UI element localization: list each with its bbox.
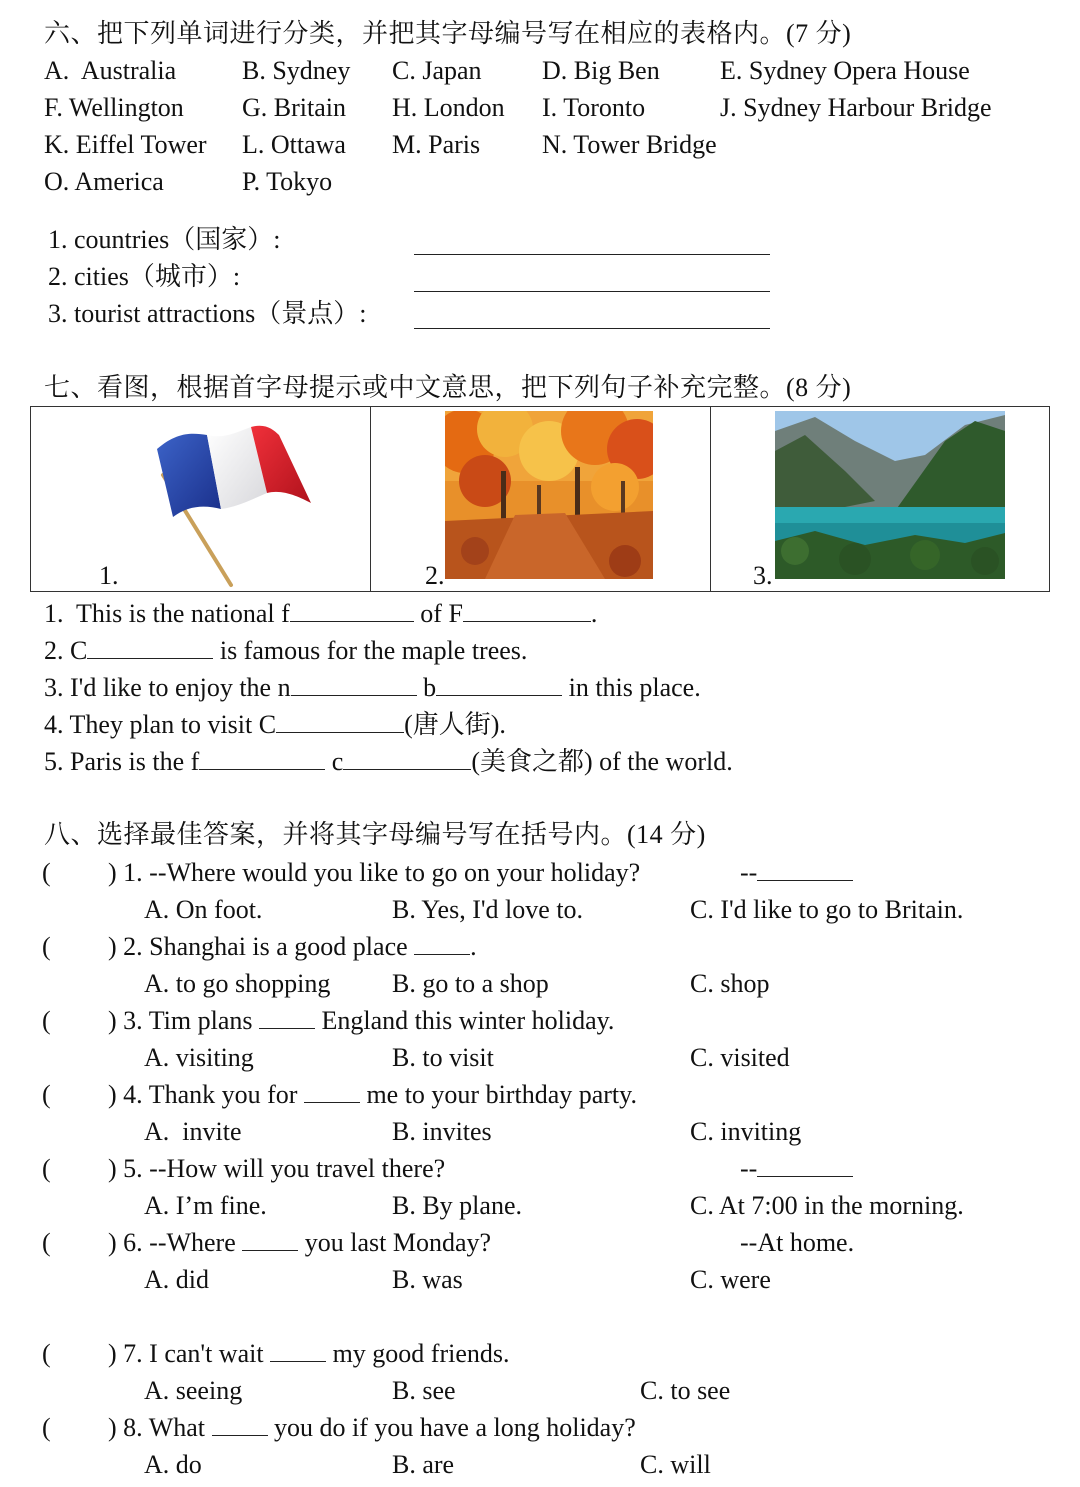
fill-q3-text-c: in this place. bbox=[562, 673, 701, 702]
lake-scenery-image bbox=[775, 411, 1005, 579]
mc-q8-blank[interactable] bbox=[212, 1415, 268, 1436]
fill-q5-blank-1[interactable] bbox=[199, 749, 325, 770]
word-n: N. Tower Bridge bbox=[542, 130, 717, 159]
word-d: D. Big Ben bbox=[542, 56, 660, 85]
mc-q5-option-a[interactable]: A. I’m fine. bbox=[144, 1191, 267, 1220]
word-m: M. Paris bbox=[392, 130, 481, 159]
mc-q2-stem-b: . bbox=[470, 932, 477, 961]
mc-q7-stem bbox=[108, 1341, 510, 1367]
mc-q3-stem-b: England this winter holiday. bbox=[315, 1006, 615, 1035]
word-c: C. Japan bbox=[392, 56, 482, 85]
mc-q4-option-c[interactable]: C. inviting bbox=[690, 1117, 802, 1146]
mc-q8-option-a[interactable]: A. do bbox=[144, 1450, 202, 1479]
word-p: P. Tokyo bbox=[242, 167, 333, 196]
fill-q3-blank-1[interactable] bbox=[291, 675, 417, 696]
word-l: L. Ottawa bbox=[242, 130, 346, 159]
mc-q1-option-a[interactable]: A. On foot. bbox=[144, 895, 263, 924]
mc-q8-stem bbox=[108, 1415, 636, 1441]
mc-q1-bracket[interactable]: ( bbox=[42, 858, 51, 887]
mc-q7-blank[interactable] bbox=[270, 1341, 326, 1362]
mc-q7-option-c[interactable]: C. to see bbox=[640, 1376, 731, 1405]
mc-q2-option-a[interactable]: A. to go shopping bbox=[144, 969, 331, 998]
section6-heading: 六、把下列单词进行分类，并把其字母编号写在相应的表格内。(7 分) bbox=[44, 19, 852, 48]
french-flag-image bbox=[123, 413, 323, 593]
fill-q3 bbox=[44, 675, 701, 701]
mc-q4-stem-b: me to your birthday party. bbox=[359, 1080, 637, 1109]
category-cities-blank[interactable] bbox=[414, 291, 770, 292]
mc-q3-option-a[interactable]: A. visiting bbox=[144, 1043, 254, 1072]
mc-q7-option-b[interactable]: B. see bbox=[392, 1376, 456, 1405]
mc-q6-reply: --At home. bbox=[740, 1228, 855, 1257]
mc-q1-stem: ) 1. --Where would you like to go on your holiday? bbox=[108, 858, 641, 887]
word-f: F. Wellington bbox=[44, 93, 184, 122]
mc-q1-reply-dash: -- bbox=[740, 858, 758, 887]
fill-q1-text-b: of F bbox=[413, 599, 463, 628]
mc-q1-option-c[interactable]: C. I'd like to go to Britain. bbox=[690, 895, 964, 924]
fill-q3-text-b: b bbox=[416, 673, 437, 702]
word-o: O. America bbox=[44, 167, 164, 196]
mc-q8-bracket[interactable]: ( bbox=[42, 1413, 51, 1442]
mc-q6-option-c[interactable]: C. were bbox=[690, 1265, 771, 1294]
mc-q4-stem bbox=[108, 1082, 637, 1108]
mc-q3-blank[interactable] bbox=[259, 1008, 315, 1029]
fill-q5-text-c: (美食之都) of the world. bbox=[471, 747, 733, 776]
fill-q1 bbox=[44, 601, 597, 627]
picture-cell-1 bbox=[31, 407, 371, 591]
fill-q5-text-b: c bbox=[325, 747, 344, 776]
category-countries-label: 1. countries（国家）: bbox=[48, 225, 281, 254]
fill-q2-text-a: 2. C bbox=[44, 636, 88, 665]
mc-q5-option-b[interactable]: B. By plane. bbox=[392, 1191, 522, 1220]
picture-cell-2 bbox=[371, 407, 711, 591]
fill-q5-text-a: 5. Paris is the f bbox=[44, 747, 200, 776]
mc-q5-reply-dash: -- bbox=[740, 1154, 758, 1183]
mc-q5-bracket[interactable]: ( bbox=[42, 1154, 51, 1183]
mc-q6-option-b[interactable]: B. was bbox=[392, 1265, 463, 1294]
fill-q5-blank-2[interactable] bbox=[343, 749, 471, 770]
mc-q8-stem-b: you do if you have a long holiday? bbox=[267, 1413, 636, 1442]
fill-q1-text-a: 1. This is the national f bbox=[44, 599, 290, 628]
fill-q4-text-b: (唐人街). bbox=[404, 710, 506, 739]
mc-q4-blank[interactable] bbox=[304, 1082, 360, 1103]
word-b: B. Sydney bbox=[242, 56, 351, 85]
mc-q7-stem-a: ) 7. I can't wait bbox=[108, 1339, 271, 1368]
mc-q8-option-c[interactable]: C. will bbox=[640, 1450, 711, 1479]
mc-q3-stem-a: ) 3. Tim plans bbox=[108, 1006, 259, 1035]
mc-q2-option-c[interactable]: C. shop bbox=[690, 969, 770, 998]
mc-q7-option-a[interactable]: A. seeing bbox=[144, 1376, 243, 1405]
mc-q6-bracket[interactable]: ( bbox=[42, 1228, 51, 1257]
fill-q3-blank-2[interactable] bbox=[436, 675, 562, 696]
mc-q7-stem-b: my good friends. bbox=[326, 1339, 510, 1368]
mc-q4-option-b[interactable]: B. invites bbox=[392, 1117, 492, 1146]
fill-q4-text-a: 4. They plan to visit C bbox=[44, 710, 277, 739]
word-j: J. Sydney Harbour Bridge bbox=[720, 93, 992, 122]
mc-q1-reply-blank[interactable] bbox=[757, 860, 853, 881]
fill-q4-blank-1[interactable] bbox=[276, 712, 404, 733]
word-e: E. Sydney Opera House bbox=[720, 56, 970, 85]
mc-q6-stem-b: you last Monday? bbox=[298, 1228, 492, 1257]
fill-q1-blank-1[interactable] bbox=[290, 601, 414, 622]
mc-q3-option-c[interactable]: C. visited bbox=[690, 1043, 790, 1072]
fill-q1-blank-2[interactable] bbox=[463, 601, 591, 622]
mc-q4-stem-a: ) 4. Thank you for bbox=[108, 1080, 304, 1109]
fill-q4 bbox=[44, 712, 506, 738]
mc-q1-option-b[interactable]: B. Yes, I'd love to. bbox=[392, 895, 584, 924]
mc-q2-option-b[interactable]: B. go to a shop bbox=[392, 969, 549, 998]
mc-q7-bracket[interactable]: ( bbox=[42, 1339, 51, 1368]
mc-q6-stem-a: ) 6. --Where bbox=[108, 1228, 243, 1257]
word-i: I. Toronto bbox=[542, 93, 646, 122]
mc-q8-stem-a: ) 8. What bbox=[108, 1413, 212, 1442]
picture-label-2: 2. bbox=[425, 561, 445, 590]
mc-q8-option-b[interactable]: B. are bbox=[392, 1450, 455, 1479]
mc-q5-reply-blank[interactable] bbox=[757, 1156, 853, 1177]
mc-q2-stem bbox=[108, 934, 477, 960]
picture-label-3: 3. bbox=[753, 561, 773, 590]
mc-q6-blank[interactable] bbox=[242, 1230, 298, 1251]
maple-trees-image bbox=[445, 411, 653, 579]
fill-q2-text-b: is famous for the maple trees. bbox=[213, 636, 528, 665]
word-h: H. London bbox=[392, 93, 505, 122]
category-countries-blank[interactable] bbox=[414, 254, 770, 255]
mc-q3-bracket[interactable]: ( bbox=[42, 1006, 51, 1035]
picture-label-1: 1. bbox=[99, 561, 119, 590]
mc-q2-blank[interactable] bbox=[414, 934, 470, 955]
word-g: G. Britain bbox=[242, 93, 346, 122]
mc-q5-reply bbox=[740, 1156, 853, 1182]
fill-q2 bbox=[44, 638, 527, 664]
fill-q1-text-c: . bbox=[590, 599, 598, 628]
section7-heading: 七、看图，根据首字母提示或中文意思，把下列句子补充完整。(8 分) bbox=[44, 373, 852, 402]
mc-q3-stem bbox=[108, 1008, 614, 1034]
mc-q2-bracket[interactable]: ( bbox=[42, 932, 51, 961]
category-attractions-blank[interactable] bbox=[414, 328, 770, 329]
category-attractions-label: 3. tourist attractions（景点）: bbox=[48, 299, 367, 328]
section8-heading: 八、选择最佳答案，并将其字母编号写在括号内。(14 分) bbox=[44, 820, 706, 849]
mc-q3-option-b[interactable]: B. to visit bbox=[392, 1043, 494, 1072]
word-k: K. Eiffel Tower bbox=[44, 130, 207, 159]
word-a: A. Australia bbox=[44, 56, 177, 85]
fill-q5 bbox=[44, 749, 733, 775]
mc-q5-stem: ) 5. --How will you travel there? bbox=[108, 1154, 446, 1183]
mc-q1-reply bbox=[740, 860, 853, 886]
fill-q2-blank-1[interactable] bbox=[87, 638, 213, 659]
mc-q2-stem-a: ) 2. Shanghai is a good place bbox=[108, 932, 415, 961]
picture-cell-3 bbox=[711, 407, 1049, 591]
picture-table bbox=[30, 406, 1050, 592]
mc-q5-option-c[interactable]: C. At 7:00 in the morning. bbox=[690, 1191, 964, 1220]
mc-q6-option-a[interactable]: A. did bbox=[144, 1265, 209, 1294]
mc-q6-stem bbox=[108, 1230, 491, 1256]
mc-q4-bracket[interactable]: ( bbox=[42, 1080, 51, 1109]
category-cities-label: 2. cities（城市）: bbox=[48, 262, 241, 291]
mc-q4-option-a[interactable]: A. invite bbox=[144, 1117, 242, 1146]
fill-q3-text-a: 3. I'd like to enjoy the n bbox=[44, 673, 291, 702]
